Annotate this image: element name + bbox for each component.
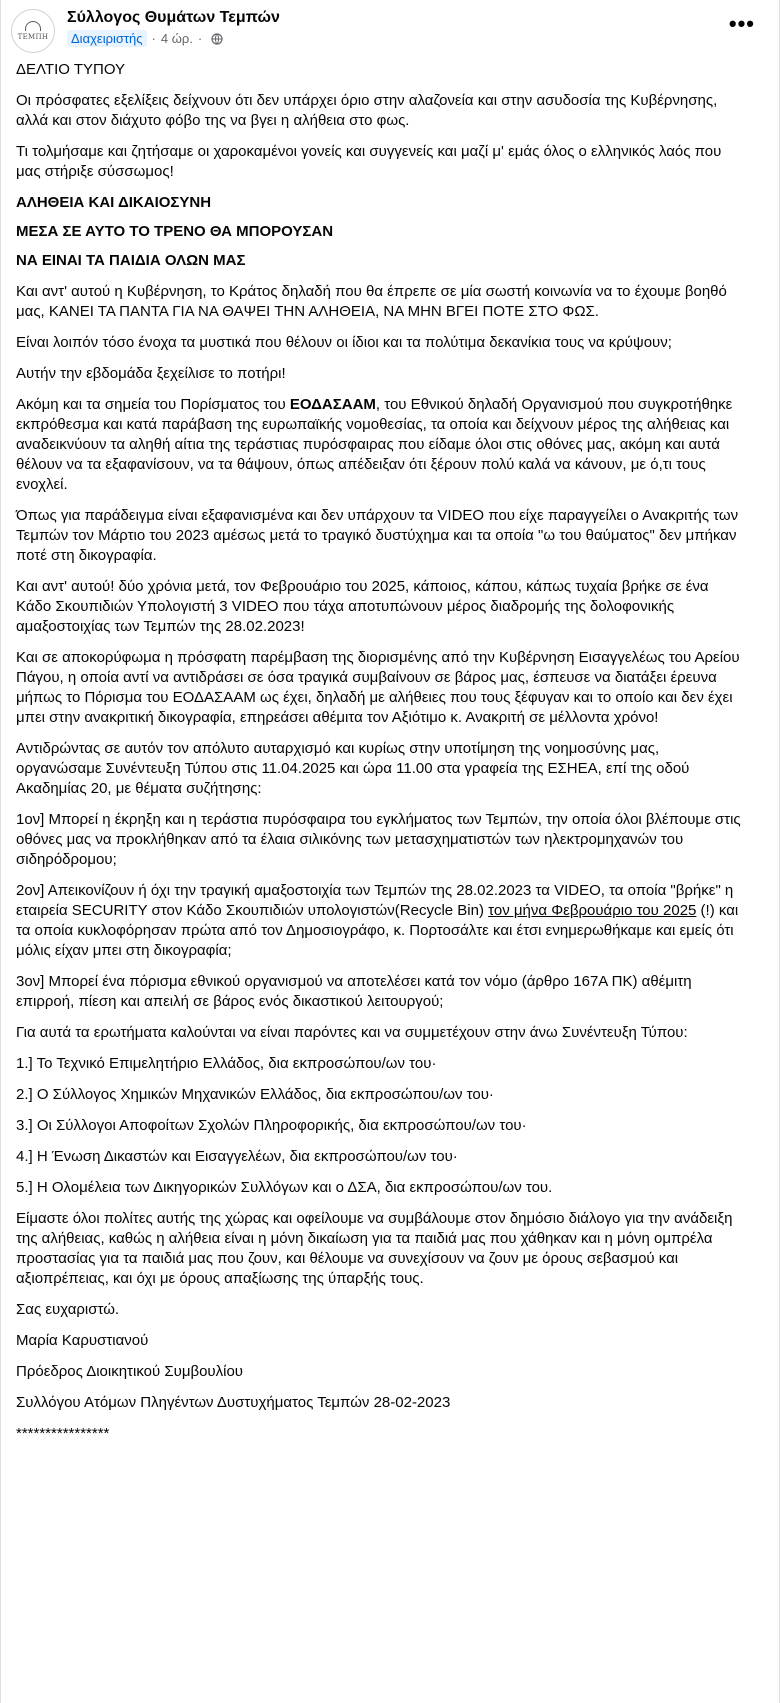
invitee-item: 5.] Η Ολομέλεια των Δικηγορικών Συλλόγων και ο ΔΣΑ, δια εκπροσώπου/ων του. (16, 1179, 553, 1196)
question-3: 3ον] Μπορεί ένα πόρισμα εθνικού οργανισμού να αποτελέσει κατά τον νόμο (άρθρο 167Α ΠΚ) αθέμιτη επιρροή, πίεση και απειλή σε βάρος ενός δικαστικού λειτουργού; (16, 973, 692, 1010)
post-meta (67, 30, 223, 47)
paragraph: Και σε αποκορύφωμα η πρόσφατη παρέμβαση της διορισμένης από την Κυβέρνηση Εισαγγελέως του Αρείου Πάγου, η οποία αντί να αντιδράσει σε όσα τραγικά συμβαίνουν σε βάρος μας, έσπευσε να διατάξει έρευνα μήπως το Πόρισμα του ΕΟΔΑΣΑΑΜ ως έχει, δηλαδή με αλήθειες που τους ξέφυγαν και το οποίο και δεν έχει μπει στην ανακριτική δικογραφία, επηρεάσει αθέμιτα τον Αξιότιμο κ. Ανακριτή σε μέλλοντα χρόνο! (16, 649, 740, 726)
paragraph: Τι τολμήσαμε και ζητήσαμε οι χαροκαμένοι γονείς και συγγενείς και μαζί μ' εμάς όλος ο ελληνικός λαός που μας στήριξε σύσσωμος! (16, 143, 722, 180)
emphasis-eodasaam: ΕΟΔΑΣΑΑΜ (289, 396, 376, 413)
closing: Σας ευχαριστώ. (16, 1301, 120, 1318)
invitee-item: 2.] Ο Σύλλογος Χημικών Μηχανικών Ελλάδος, δια εκπροσώπου/ων του· (16, 1086, 494, 1103)
heading: ΝΑ ΕΙΝΑΙ ΤΑ ΠΑΙΔΙΑ ΟΛΩΝ ΜΑΣ (16, 252, 246, 269)
paragraph: Και αντ' αυτού η Κυβέρνηση, το Κράτος δηλαδή που θα έπρεπε σε μία σωστή κοινωνία να το έχουμε βοηθό μας, ΚΑΝΕΙ ΤΑ ΠΑΝΤΑ ΓΙΑ ΝΑ ΘΑΨΕΙ ΤΗΝ ΑΛΗΘΕΙΑ, ΝΑ ΜΗΝ ΒΓΕΙ ΠΟΤΕ ΣΤΟ ΦΩΣ. (16, 283, 727, 320)
underlined-text: τον μήνα Φεβρουάριο του 2025 (488, 902, 697, 919)
heading: ΑΛΗΘΕΙΑ ΚΑΙ ΔΙΚΑΙΟΣΥΝΗ (16, 194, 212, 211)
post-header (1, 0, 779, 58)
question-2 (16, 881, 741, 961)
question-1: 1ον] Μπορεί η έκρηξη και η τεράστια πυρόσφαιρα του εγκλήματος των Τεμπών, την οποία όλοι βλέπουμε στις οθόνες μας να προκλήθηκαν από τα έλαια σιλικόνης των μετασχηματιστών των ηλεκτρομηχανών του σιδηρόδρομου; (16, 811, 741, 868)
paragraph: Και αντ' αυτού! δύο χρόνια μετά, τον Φεβρουάριο του 2025, κάποιος, κάπου, κάπως τυχαία βρήκε σε ένα Κάδο Σκουπιδιών Υπολογιστή 3 VIDEO που τάχα αποτυπώνουν μέρος διαδρομής της δολοφονικής αμαξοστοιχίας των Τεμπών της 28.02.2023! (16, 578, 709, 635)
page-avatar[interactable] (11, 9, 55, 53)
text-run: , του Εθνικού δηλαδή Οργανισμού που συγκροτήθηκε εκπρόθεσμα και κατά παράβαση της ευρωπαϊκής νομοθεσίας, τα οποία και δείχνουν μέρος της αλήθειας και αναδεικνύουν τα αληθή αίτια της τεράστιας πυρόσφαιρας που είδαμε όλοι στις οθόνες μας, ακόμη και αυτά θέλουν να τα εξαφανίσουν, να τα θάψουν, όπως απέδειξαν ότι ξέρουν πολύ καλά να κάνουν, με ό,τι τους ενοχλεί. (16, 396, 733, 493)
post-body (16, 60, 741, 1455)
invitee-item: 3.] Οι Σύλλογοι Αποφοίτων Σχολών Πληροφορικής, δια εκπροσώπου/ων του· (16, 1117, 527, 1134)
paragraph: Είμαστε όλοι πολίτες αυτής της χώρας και οφείλουμε να συμβάλουμε στον δημόσιο διάλογο για την ανάδειξη της αλήθειας, καθώς η αλήθεια είναι η μόνη δικαίωση για τα παιδιά μας που χάθηκαν και η μόνη ομπρέλα προστασίας για τα παιδιά μας που ζουν, και θέλουμε να συνεχίσουν να ζουν με όρους σεβασμού και αξιοπρέπειας, και όχι με όρους απαξίωσης της ύπαρξής τους. (16, 1210, 733, 1287)
heading: ΜΕΣΑ ΣΕ ΑΥΤΟ ΤΟ ΤΡΕΝΟ ΘΑ ΜΠΟΡΟΥΣΑΝ (16, 223, 334, 240)
paragraph: Για αυτά τα ερωτήματα καλούνται να είναι παρόντες και να συμμετέχουν στην άνω Συνέντευξη Τύπου: (16, 1024, 688, 1041)
more-options-icon[interactable]: ••• (728, 11, 755, 36)
invitee-item: 1.] Το Τεχνικό Επιμελητήριο Ελλάδος, δια εκπροσώπου/ων του· (16, 1055, 437, 1072)
paragraph: Αντιδρώντας σε αυτόν τον απόλυτο αυταρχισμό και κυρίως στην υποτίμηση της νοημοσύνης μας, οργανώσαμε Συνέντευξη Τύπου στις 11.04.2025 και ώρα 11.00 στα γραφεία της ΕΣΗΕΑ, επί της οδού Ακαδημίας 20, με θέματα συζήτησης: (16, 740, 690, 797)
separator-stars: **************** (16, 1425, 110, 1442)
signatory-title: Πρόεδρος Διοικητικού Συμβουλίου (16, 1363, 244, 1380)
paragraph (16, 395, 741, 495)
signatory-name: Μαρία Καρυστιανού (16, 1332, 149, 1349)
paragraph: Όπως για παράδειγμα είναι εξαφανισμένα και δεν υπάρχουν τα VIDEO που είχε παραγγείλει ο Ανακριτής των Τεμπών τον Μάρτιο του 2023 αμέσως μετά το τραγικό δυστύχημα και τα οποία "ω του θαύματος" δεν μπήκαν ποτέ στη δικογραφία. (16, 507, 739, 564)
invitee-item: 4.] Η Ένωση Δικαστών και Εισαγγελέων, δια εκπροσώπου/ων του· (16, 1148, 458, 1165)
text-run: (!) και τα οποία κυκλοφόρησαν πρώτα από τον Δημοσιογράφο, κ. Πορτοσάλτε και έτσι ενημερωθήκαμε και εμείς ότι μόλις είχαν μπει στη δικογραφία; (16, 902, 739, 959)
text-run: 2ον] Απεικονίζουν ή όχι την τραγική αμαξοστοιχία των Τεμπών της 28.02.2023 τα VIDEO, τα οποία "βρήκε" η εταιρεία SECURITY στον Κάδο Σκουπιδιών υπολογιστών(Recycle Bin) (16, 882, 734, 919)
role-badge[interactable]: Διαχειριστής (67, 30, 147, 47)
post-time-link[interactable]: 4 ώρ. (160, 31, 193, 46)
meta-separator: · (151, 31, 156, 46)
paragraph: Είναι λοιπόν τόσο ένοχα τα μυστικά που θέλουν οι ίδιοι και τα πολύτιμα δεκανίκια τους να κρύψουν; (16, 334, 672, 351)
avatar-label: ΤΕΜΠΗ (17, 33, 49, 41)
press-release-title: ΔΕΛΤΙΟ ΤΥΠΟΥ (16, 61, 126, 78)
page-name-link[interactable]: Σύλλογος Θυμάτων Τεμπών (67, 9, 280, 26)
text-run: Ακόμη και τα σημεία του Πορίσματος του (16, 396, 290, 413)
globe-icon (211, 33, 223, 45)
arch-logo-icon (25, 21, 41, 31)
paragraph: Αυτήν την εβδομάδα ξεχείλισε το ποτήρι! (16, 365, 286, 382)
paragraph: Οι πρόσφατες εξελίξεις δείχνουν ότι δεν υπάρχει όριο στην αλαζονεία και στην ασυδοσία της Κυβέρνησης, αλλά και στον διάχυτο φόβο της να βγει η αλήθεια στο φως. (16, 92, 718, 129)
organization-name: Συλλόγου Ατόμων Πληγέντων Δυστυχήματος Τεμπών 28-02-2023 (16, 1394, 451, 1411)
meta-separator: · (197, 31, 203, 46)
